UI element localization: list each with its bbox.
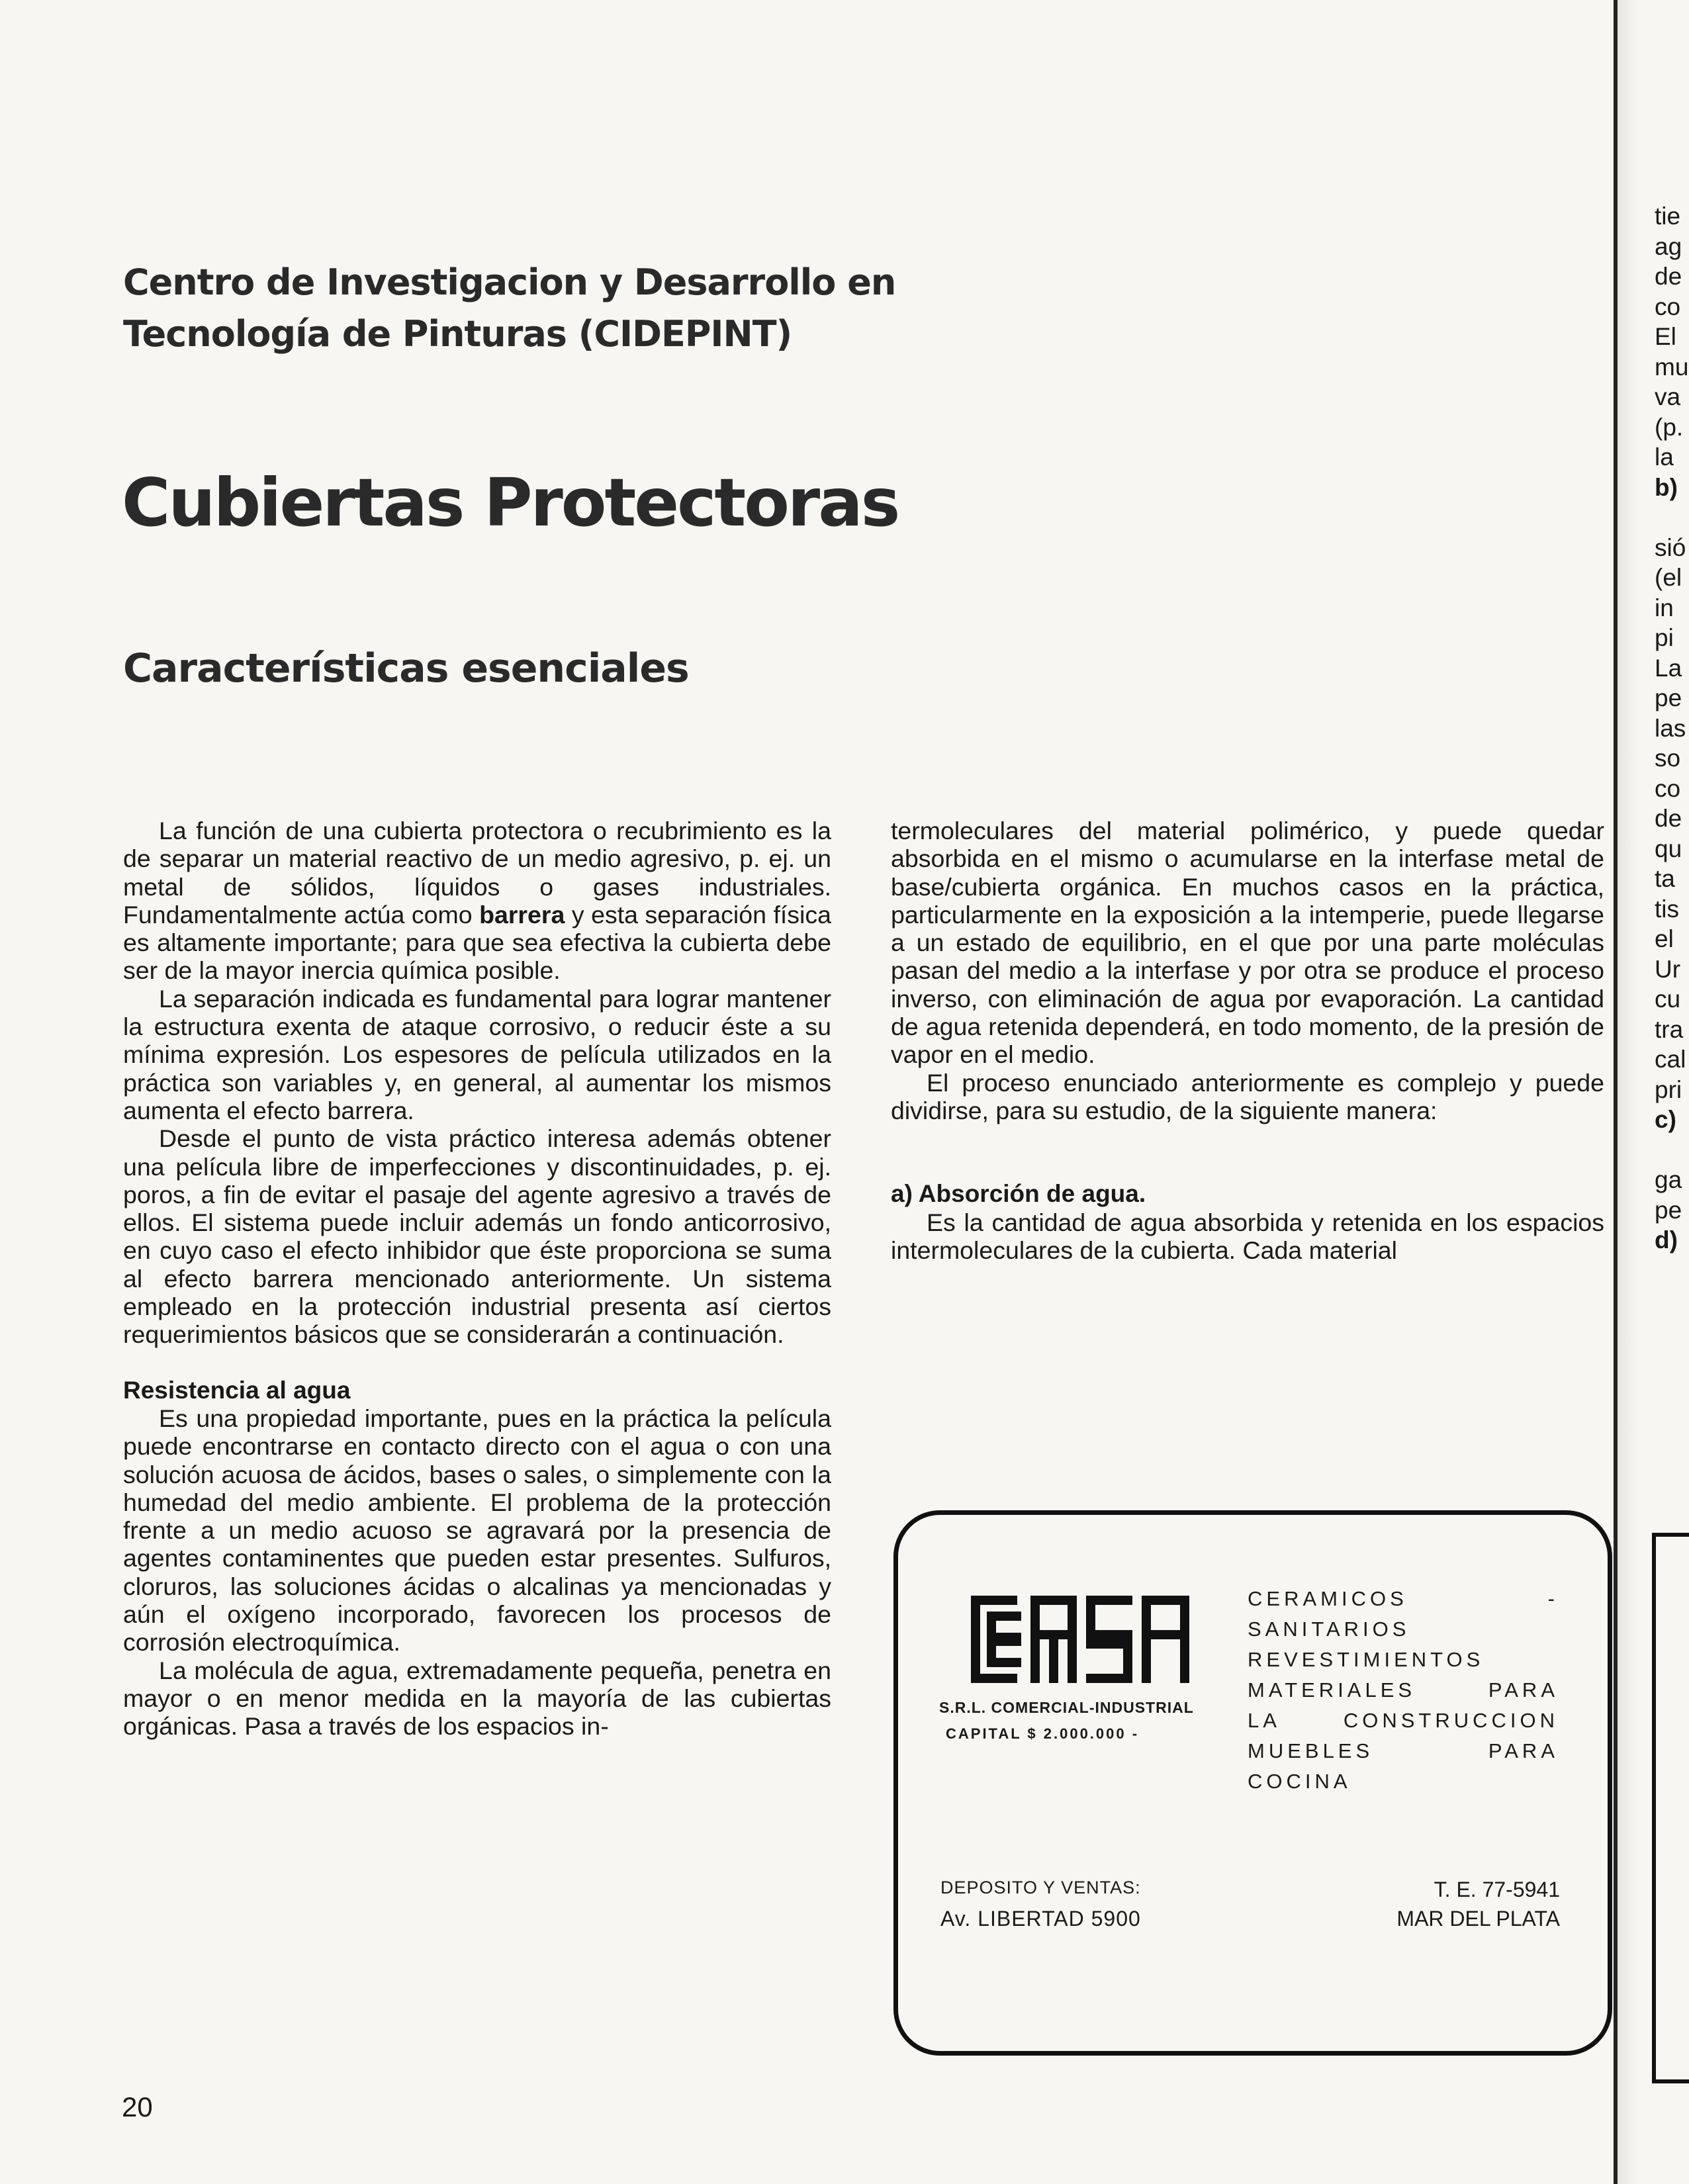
ad-phone: T. E. 77-5941: [1434, 1878, 1560, 1901]
fragment-line: de: [1655, 805, 1682, 832]
paragraph: La molécula de agua, extremadamente pequeña, penetra en mayor o en menor medida en la mayoría de las cubiertas orgánicas. Pasa a través de los espacios in-: [123, 1656, 831, 1741]
fragment-line: ag: [1655, 232, 1682, 260]
fragment-line: sió: [1655, 533, 1686, 561]
fragment-line: cal: [1655, 1046, 1686, 1073]
right-text-column: [891, 817, 1604, 1264]
fragment-line: el: [1655, 925, 1674, 952]
fragment-line: co: [1655, 774, 1681, 802]
fragment-line: so: [1655, 745, 1681, 772]
fragment-line: [1655, 502, 1689, 533]
fragment-line: pe: [1655, 1196, 1682, 1224]
paragraph: El proceso enunciado anteriormente es complejo y puede dividirse, para su estudio, de la siguiente manera:: [891, 1068, 1604, 1124]
paragraph: Desde el punto de vista práctico interesa además obtener una película libre de imperfecciones y discontinuidades, p. ej. poros, a fin de evitar el pasaje del agente agresivo a través de ellos. El sistema puede incluir además un fondo anticorrosivo, en cuyo caso el efecto inhibidor que éste proporciona se suma al efecto barrera mencionado anteriormente. Un sistema empleado en la protección industrial presenta así ciertos requerimientos básicos que se considerarán a continuación.: [123, 1124, 831, 1349]
paragraph: termoleculares del material polimérico, y puede quedar absorbida en el mismo o acumularse en la interfase metal de base/cubierta orgánica. En muchos casos en la práctica, particularmente en la exposición a la intemperie, puede llegarse a un estado de equilibrio, en el que por una parte moléculas pasan del medio a la interfase y por otra se produce el proceso inverso, con eliminación de agua por evaporación. La cantidad de agua retenida dependerá, en todo momento, de la presión de vapor en el medio.: [891, 817, 1604, 1069]
fragment-line: tra: [1655, 1015, 1684, 1043]
fragment-line: ga: [1655, 1166, 1682, 1193]
fragment-line: (el: [1655, 564, 1682, 591]
ad-city: MAR DEL PLATA: [1396, 1907, 1560, 1931]
text-run: La función de una cubierta protectora o recubrimiento es la de separar un material reactivo de un medio agresivo, p. ej. un metal de sólidos, líquidos o gases industriales. Fundamentalmente actúa como: [123, 817, 831, 929]
institution-line-2: Tecnología de Pinturas (CIDEPINT): [123, 313, 792, 355]
fragment-line: pi: [1655, 624, 1674, 651]
ad-capital: CAPITAL $ 2.000.000 -: [946, 1725, 1140, 1742]
fragment-line: las: [1655, 714, 1686, 742]
institution-line-1: Centro de Investigacion y Desarrollo en: [123, 261, 896, 303]
ad-address: Av. LIBERTAD 5900: [940, 1907, 1141, 1931]
ad-company-type: S.R.L. COMERCIAL-INDUSTRIAL: [939, 1699, 1194, 1716]
fragment-line: (p.: [1655, 413, 1684, 441]
ad-product-line: CERAMICOS - SANITARIOS: [1248, 1587, 1559, 1641]
page-number: 20: [122, 2091, 153, 2122]
text-run: y esta separación física es altamente importante; para que sea efectiva la cubierta debe ser de la mayor inercia química posible.: [123, 900, 831, 985]
fragment-line: La: [1655, 654, 1682, 682]
fragment-line: co: [1655, 293, 1681, 320]
section-heading: Resistencia al agua: [123, 1376, 351, 1404]
ad-product-line: MUEBLES PARA COCINA: [1248, 1739, 1559, 1793]
fragment-line: in: [1655, 594, 1674, 621]
fragment-line: Ur: [1655, 955, 1681, 983]
fragment-line: b): [1655, 473, 1678, 501]
fragment-line: va: [1655, 383, 1681, 410]
fragment-line: pri: [1655, 1075, 1682, 1103]
fragment-line: cu: [1655, 985, 1681, 1013]
paragraph: La separación indicada es fundamental para lograr mantener la estructura exenta de ataque corrosivo, o reducir éste a su mínima expresión. Los espesores de película utilizados en la práctica son variables y, en general, al aumentar los mismos aumenta el efecto barrera.: [123, 984, 831, 1124]
ad-products-list: [1248, 1584, 1559, 1797]
article-subtitle: Características esenciales: [123, 645, 689, 692]
paragraph: [123, 817, 831, 985]
section-heading: a) Absorción de agua.: [891, 1180, 1146, 1208]
fragment-line: de: [1655, 263, 1682, 290]
left-text-column: [123, 817, 831, 1741]
fragment-line: mu: [1655, 353, 1689, 381]
paragraph: Es la cantidad de agua absorbida y retenida en los espacios intermoleculares de la cubierta. Cada material: [891, 1208, 1604, 1264]
fragment-line: El: [1655, 323, 1676, 350]
fragment-line: pe: [1655, 684, 1682, 711]
fragment-line: tis: [1655, 895, 1679, 923]
fragment-line: d): [1655, 1226, 1678, 1253]
advertisement: [893, 1510, 1612, 2056]
facing-page-text-fragment: [1655, 201, 1689, 1255]
ad-address-label: DEPOSITO Y VENTAS:: [940, 1878, 1141, 1897]
fragment-line: c): [1655, 1106, 1676, 1133]
paragraph: Es una propiedad importante, pues en la práctica la película puede encontrarse en contacto directo con el agua o con una solución acuosa de ácidos, bases o sales, o simplemente con la humedad del medio ambiente. El problema de la protección frente a un medio acuoso se agravará por la presencia de agentes contaminentes que pueden estar presentes. Sulfuros, cloruros, las soluciones ácidas o alcalinas ya mencionadas y aún el oxígeno incorporado, favorecen los procesos de corrosión electroquímica.: [123, 1404, 831, 1657]
fragment-line: [1655, 1135, 1689, 1165]
bold-term: barrera: [479, 900, 565, 929]
fragment-line: la: [1655, 443, 1674, 471]
ad-product-line: REVESTIMIENTOS: [1248, 1648, 1484, 1671]
fragment-line: ta: [1655, 865, 1675, 892]
cersa-logo: [971, 1596, 1189, 1683]
ad-product-line: LA CONSTRUCCION: [1248, 1709, 1559, 1732]
article-title: Cubiertas Protectoras: [122, 464, 899, 541]
fragment-line: qu: [1655, 835, 1682, 862]
institution-heading: [123, 257, 983, 360]
ad-product-line: MATERIALES PARA: [1248, 1678, 1559, 1702]
fragment-line: tie: [1655, 203, 1681, 230]
facing-page-box-fragment: [1652, 1533, 1689, 2083]
